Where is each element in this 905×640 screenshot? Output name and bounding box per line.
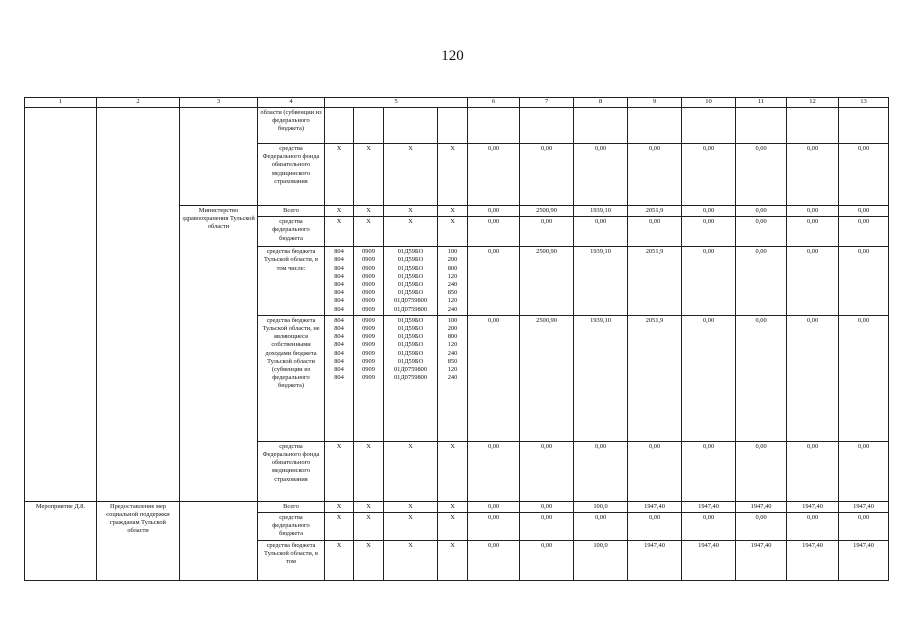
value-cell: 0,00 [682,217,736,247]
header-cell-12: 12 [787,98,839,108]
value-cell: 0,00 [787,441,839,501]
code-cell-grbs: X [325,144,354,206]
header-cell-3: 3 [180,98,258,108]
value-cell: 0,00 [468,144,520,206]
value-cell [574,108,628,144]
value-cell: 0,00 [839,206,889,217]
code-cell-vr: X [438,501,468,512]
value-cell [468,108,520,144]
header-cell-11: 11 [736,98,787,108]
code-cell-vr: X [438,206,468,217]
value-cell: 2051,9 [628,315,682,441]
value-cell: 0,00 [736,315,787,441]
header-cell-1: 1 [25,98,97,108]
value-cell: 0,00 [574,513,628,541]
value-cell: 0,00 [574,144,628,206]
executor-cell [180,108,258,206]
value-cell: 2051,9 [628,206,682,217]
code-cell-rzpr: X [354,206,384,217]
value-cell: 1947,40 [682,541,736,581]
header-row [25,98,889,108]
code-cell-vr: X [438,217,468,247]
header-cell-13: 13 [839,98,889,108]
value-cell: 0,00 [736,441,787,501]
code-cell-rzpr: X [354,144,384,206]
value-cell: 0,00 [736,513,787,541]
value-cell: 0,00 [736,247,787,316]
code-cell-csr: X [384,541,438,581]
header-cell-10: 10 [682,98,736,108]
source-cell: области (субвенции из федерального бюджета) [258,108,325,144]
header-cell-7: 7 [520,98,574,108]
value-cell: 0,00 [574,217,628,247]
value-cell: 1947,40 [628,501,682,512]
header-cell-6: 6 [468,98,520,108]
value-cell: 0,00 [682,441,736,501]
value-cell: 0,00 [682,315,736,441]
value-cell: 1947,40 [787,541,839,581]
source-cell: средства бюджета Тульской области, в том числе: [258,247,325,316]
value-cell: 0,00 [520,144,574,206]
header-cell-9: 9 [628,98,682,108]
value-cell [736,108,787,144]
value-cell: 0,00 [787,247,839,316]
code-cell-csr: X [384,144,438,206]
value-cell: 0,00 [520,501,574,512]
code-cell-grbs: X [325,217,354,247]
value-cell [839,108,889,144]
value-cell: 0,00 [787,206,839,217]
value-cell: 0,00 [682,206,736,217]
value-cell: 0,00 [468,441,520,501]
value-cell: 1947,40 [839,501,889,512]
code-cell-csr: 01Д59БО 01Д59БО 01Д59БО 01Д59БО 01Д59БО 01Д59БО 01Д0759800 01Д0759800 [384,315,438,441]
code-cell-vr: 100 200 800 120 240 850 120 240 [438,315,468,441]
event-cell: Мероприятие Д.8. [25,501,97,580]
value-cell: 0,00 [839,217,889,247]
source-cell: средства бюджета Тульской области, не являющиеся собственными доходами бюджета Тульской области (субвенции из федерального бюджета) [258,315,325,441]
header-cell-4: 4 [258,98,325,108]
value-cell: 2500,90 [520,206,574,217]
value-cell: 1947,40 [628,541,682,581]
code-cell-rzpr: 0909 0909 0909 0909 0909 0909 0909 0909 [354,315,384,441]
value-cell: 0,00 [468,501,520,512]
value-cell: 0,00 [468,217,520,247]
value-cell: 0,00 [520,441,574,501]
value-cell: 0,00 [574,441,628,501]
code-cell-grbs: 804 804 804 804 804 804 804 804 [325,315,354,441]
code-cell-vr: X [438,541,468,581]
code-cell-vr: X [438,144,468,206]
value-cell: 0,00 [839,513,889,541]
source-cell: средства Федерального фонда обязательного медицинского страхования [258,144,325,206]
value-cell: 0,00 [736,144,787,206]
value-cell: 0,00 [736,206,787,217]
value-cell: 0,00 [787,217,839,247]
table-row [25,501,889,512]
value-cell [628,108,682,144]
value-cell: 0,00 [628,513,682,541]
code-cell-grbs: X [325,206,354,217]
code-cell-grbs: X [325,541,354,581]
code-cell-grbs: X [325,441,354,501]
value-cell: 0,00 [468,541,520,581]
value-cell: 0,00 [682,144,736,206]
code-cell-vr: X [438,441,468,501]
code-cell-grbs: 804 804 804 804 804 804 804 804 [325,247,354,316]
code-cell-vr [438,108,468,144]
value-cell: 0,00 [468,247,520,316]
value-cell: 0,00 [628,144,682,206]
value-cell: 0,00 [628,441,682,501]
value-cell: 0,00 [468,206,520,217]
code-cell-rzpr: X [354,513,384,541]
value-cell: 0,00 [628,217,682,247]
source-cell: Всего [258,206,325,217]
code-cell-rzpr: X [354,217,384,247]
value-cell: 1939,10 [574,247,628,316]
value-cell: 1939,10 [574,315,628,441]
event-cell [25,108,97,502]
value-cell: 2500,90 [520,247,574,316]
executor-cell [180,501,258,580]
value-cell: 1939,10 [574,206,628,217]
value-cell: 2051,9 [628,247,682,316]
value-cell: 2500,90 [520,315,574,441]
header-cell-8: 8 [574,98,628,108]
value-cell: 1947,40 [787,501,839,512]
code-cell-csr: 01Д59БО 01Д59БО 01Д59БО 01Д59БО 01Д59БО 01Д59БО 01Д0759800 01Д0759800 [384,247,438,316]
value-cell: 0,00 [520,541,574,581]
value-cell: 0,00 [839,144,889,206]
code-cell-csr: X [384,501,438,512]
source-cell: Всего [258,501,325,512]
event-name-cell: Предоставление мер социальной поддержки гражданам Тульской области [97,501,180,580]
value-cell: 0,00 [839,247,889,316]
code-cell-vr: X [438,513,468,541]
table-row [25,108,889,144]
code-cell-csr [384,108,438,144]
executor-cell: Министерство здравоохранения Тульской области [180,206,258,502]
value-cell: 1947,40 [839,541,889,581]
value-cell: 0,00 [468,315,520,441]
code-cell-rzpr: 0909 0909 0909 0909 0909 0909 0909 0909 [354,247,384,316]
value-cell: 0,00 [839,441,889,501]
value-cell: 0,00 [787,513,839,541]
code-cell-rzpr: X [354,441,384,501]
value-cell: 0,00 [787,315,839,441]
value-cell: 1947,40 [736,541,787,581]
code-cell-vr: 100 200 800 120 240 850 120 240 [438,247,468,316]
code-cell-rzpr: X [354,501,384,512]
source-cell: средства федерального бюджета [258,513,325,541]
code-cell-csr: X [384,513,438,541]
code-cell-grbs: X [325,513,354,541]
event-name-cell [97,108,180,502]
value-cell: 0,00 [520,513,574,541]
code-cell-csr: X [384,217,438,247]
value-cell [682,108,736,144]
code-cell-rzpr: X [354,541,384,581]
code-cell-rzpr [354,108,384,144]
code-cell-grbs [325,108,354,144]
value-cell [520,108,574,144]
value-cell: 1947,40 [682,501,736,512]
value-cell: 1947,40 [736,501,787,512]
code-cell-csr: X [384,441,438,501]
code-cell-csr: X [384,206,438,217]
value-cell: 0,00 [520,217,574,247]
value-cell: 0,00 [787,144,839,206]
budget-table [24,97,889,581]
value-cell: 0,00 [736,217,787,247]
value-cell [787,108,839,144]
source-cell: средства Федерального фонда обязательного медицинского страхования [258,441,325,501]
source-cell: средства федерального бюджета [258,217,325,247]
source-cell: средства бюджета Тульской области, в том [258,541,325,581]
value-cell: 0,00 [468,513,520,541]
value-cell: 0,00 [682,247,736,316]
code-cell-grbs: X [325,501,354,512]
value-cell: 0,00 [839,315,889,441]
header-cell-5: 5 [325,98,468,108]
value-cell: 100,0 [574,501,628,512]
page-number: 120 [441,48,464,64]
header-cell-2: 2 [97,98,180,108]
value-cell: 0,00 [682,513,736,541]
value-cell: 100,0 [574,541,628,581]
